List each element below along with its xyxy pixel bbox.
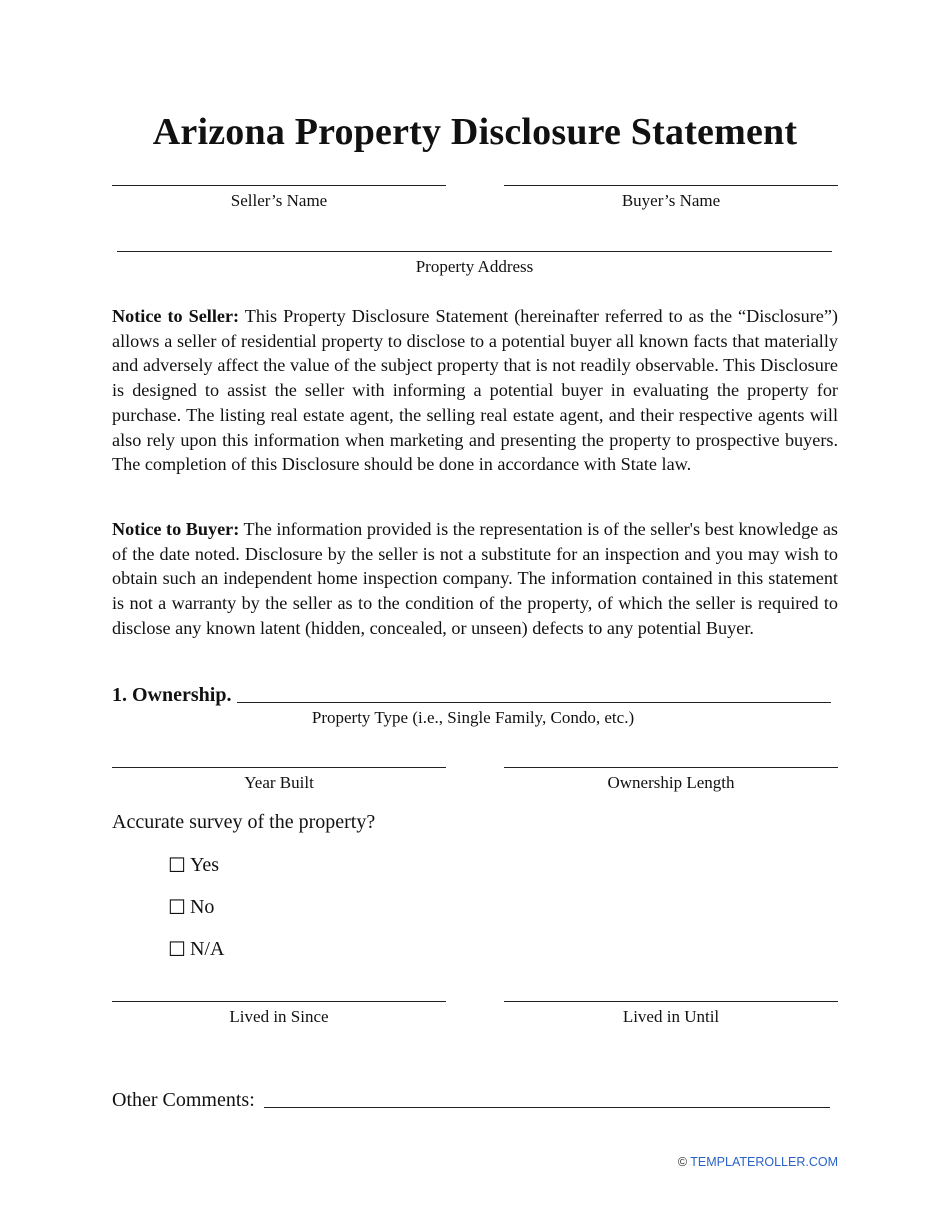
- lived-until-caption: Lived in Until: [622, 1007, 720, 1026]
- ownership-section: [112, 681, 838, 707]
- copyright-symbol: ©: [677, 1155, 688, 1169]
- notice-to-seller: [112, 304, 838, 477]
- survey-option-na[interactable]: [168, 937, 224, 962]
- notice-to-buyer-label: Notice to Buyer:: [112, 519, 240, 539]
- survey-option-no[interactable]: [168, 895, 214, 920]
- document-title: Arizona Property Disclosure Statement: [152, 111, 798, 153]
- buyer-name-line[interactable]: [504, 185, 838, 186]
- year-built-field[interactable]: [112, 767, 446, 793]
- checkbox-icon[interactable]: ☐: [168, 939, 186, 961]
- ownership-length-field[interactable]: [504, 767, 838, 793]
- survey-option-no-label: No: [189, 896, 215, 918]
- survey-option-na-label: N/A: [189, 938, 225, 960]
- lived-until-line[interactable]: [504, 1001, 838, 1002]
- notice-to-buyer-text: The information provided is the representation is of the seller's best knowledge as of the date noted. Disclosure by the seller is not a substitute for an inspection and you may wish to obtain such an independent home inspection company. The information contained in this statement is not a warranty by the seller as to the condition of the property, of which the seller is required to disclose any known latent (hidden, concealed, or unseen) defects to any potential Buyer.: [112, 519, 838, 638]
- survey-option-yes[interactable]: [168, 853, 219, 878]
- other-comments-line[interactable]: [264, 1107, 830, 1108]
- property-address-caption: Property Address: [415, 257, 534, 276]
- property-type-caption: Property Type (i.e., Single Family, Condo, etc.): [311, 708, 635, 727]
- other-comments-label: Other Comments:: [112, 1089, 255, 1111]
- ownership-heading: 1. Ownership.: [112, 684, 232, 706]
- survey-question: Accurate survey of the property?: [112, 811, 376, 833]
- notice-to-seller-text: This Property Disclosure Statement (hereinafter referred to as the “Disclosure”) allows a seller of residential property to disclose to a potential buyer all known facts that materially and adversely affect the value of the subject property that is not readily observable. This Disclosure is designed to assist the seller with informing a potential buyer in evaluating the property for purchase. The listing real estate agent, the selling real estate agent, and their respective agents will also rely upon this information when marketing and presenting the property to prospective buyers. The completion of this Disclosure should be done in accordance with State law.: [112, 306, 838, 475]
- templateroller-link[interactable]: TEMPLATEROLLER.COM: [690, 1155, 838, 1169]
- survey-option-yes-label: Yes: [189, 854, 220, 876]
- lived-since-caption: Lived in Since: [229, 1007, 329, 1026]
- seller-name-field[interactable]: [112, 185, 446, 211]
- seller-name-caption: Seller’s Name: [230, 191, 328, 210]
- checkbox-icon[interactable]: ☐: [168, 855, 186, 877]
- notice-to-buyer: [112, 517, 838, 641]
- buyer-name-field[interactable]: [504, 185, 838, 211]
- checkbox-icon[interactable]: ☐: [168, 897, 186, 919]
- ownership-length-line[interactable]: [504, 767, 838, 768]
- year-built-line[interactable]: [112, 767, 446, 768]
- year-built-caption: Year Built: [244, 773, 314, 792]
- seller-name-line[interactable]: [112, 185, 446, 186]
- notice-to-seller-label: Notice to Seller:: [112, 306, 240, 326]
- property-address-field[interactable]: [117, 251, 832, 277]
- lived-since-line[interactable]: [112, 1001, 446, 1002]
- property-address-line[interactable]: [117, 251, 832, 252]
- property-type-line[interactable]: [237, 702, 831, 703]
- lived-since-field[interactable]: [112, 1001, 446, 1027]
- other-comments-row: [112, 1086, 838, 1112]
- buyer-name-caption: Buyer’s Name: [621, 191, 721, 210]
- footer-credit: [678, 1155, 838, 1169]
- ownership-length-caption: Ownership Length: [607, 773, 735, 792]
- lived-until-field[interactable]: [504, 1001, 838, 1027]
